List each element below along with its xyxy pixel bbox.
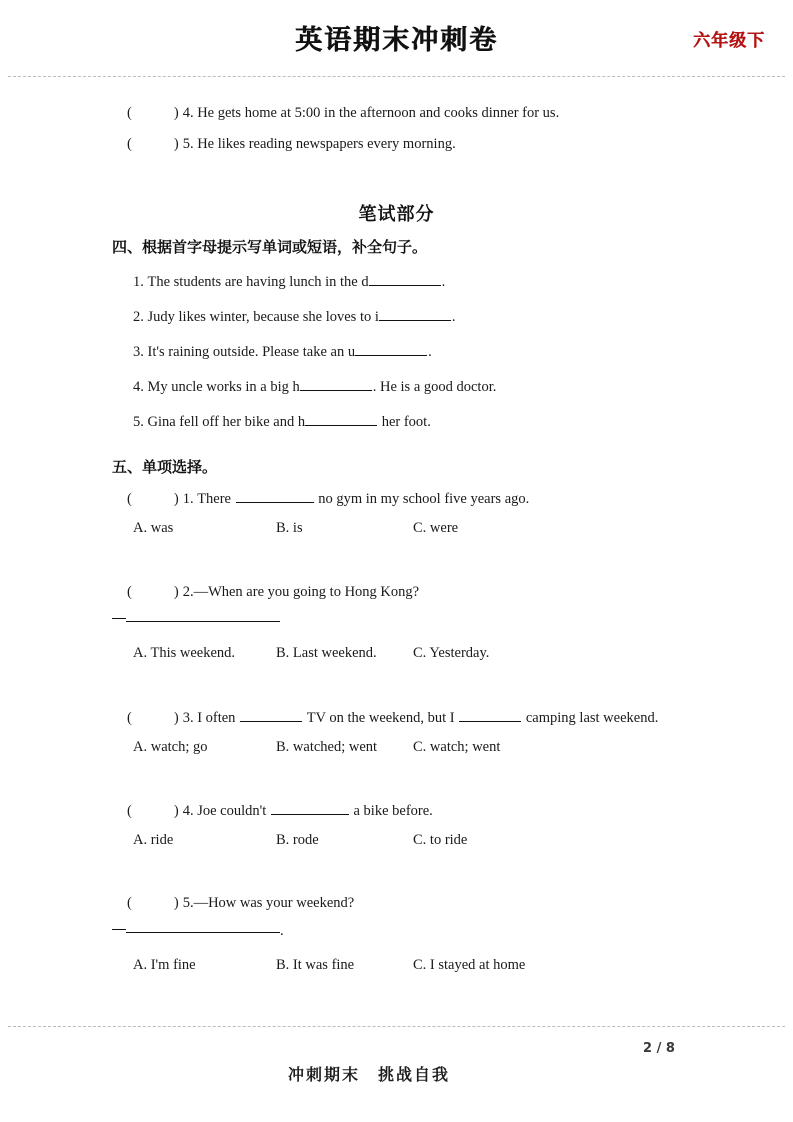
option-a[interactable]: A. This weekend. bbox=[133, 645, 236, 661]
item-text-after: . bbox=[441, 274, 446, 290]
option-c[interactable]: C. watch; went bbox=[413, 739, 501, 755]
choice-question-stem bbox=[127, 801, 433, 820]
answer-blank[interactable] bbox=[300, 377, 372, 391]
stem-before: I often bbox=[197, 710, 236, 726]
bracket-open: ( bbox=[127, 584, 132, 600]
answer-blank[interactable] bbox=[126, 621, 280, 622]
page-header bbox=[0, 0, 793, 76]
item-number: 4. bbox=[182, 105, 194, 121]
item-text-before: Judy likes winter, because she loves to i bbox=[147, 309, 379, 325]
dash-mark bbox=[112, 929, 126, 930]
bracket-close: ) bbox=[173, 895, 179, 911]
bracket-open: ( bbox=[127, 710, 132, 726]
bracket-close: ) bbox=[173, 136, 179, 152]
item-text-after: . He is a good doctor. bbox=[372, 379, 497, 395]
item-number: 1. bbox=[182, 491, 194, 507]
item-text: He likes reading newspapers every morning. bbox=[197, 136, 456, 152]
answer-blank[interactable] bbox=[271, 801, 349, 815]
option-b[interactable]: B. watched; went bbox=[276, 739, 378, 755]
item-text-before: Gina fell off her bike and h bbox=[147, 414, 306, 430]
item-number: 2. bbox=[182, 584, 194, 600]
option-c[interactable]: C. I stayed at home bbox=[413, 957, 526, 973]
bracket-open: ( bbox=[127, 136, 132, 152]
header-divider bbox=[8, 76, 785, 77]
grade-label: 六年级下 bbox=[693, 31, 765, 51]
stem-middle: TV on the weekend, but I bbox=[306, 710, 455, 726]
stem-after: no gym in my school five years ago. bbox=[318, 491, 530, 507]
item-text-after: . bbox=[451, 309, 456, 325]
item-number: 3. bbox=[133, 344, 144, 360]
option-c[interactable]: C. were bbox=[413, 520, 459, 536]
answer-blank[interactable] bbox=[355, 342, 427, 356]
bracket-open: ( bbox=[127, 105, 132, 121]
item-number: 5. bbox=[182, 895, 194, 911]
bracket-close: ) bbox=[173, 584, 179, 600]
answer-response-line[interactable] bbox=[112, 923, 284, 940]
stem-before: —When are you going to Hong Kong? bbox=[193, 584, 420, 600]
item-text-before: It's raining outside. Please take an u bbox=[147, 344, 356, 360]
answer-response-line[interactable] bbox=[112, 612, 280, 629]
bracket-close: ) bbox=[173, 710, 179, 726]
page-title: 英语期末冲刺卷 bbox=[295, 25, 498, 56]
answer-blank[interactable] bbox=[240, 708, 302, 722]
choice-question-stem bbox=[127, 894, 354, 912]
option-b[interactable]: B. is bbox=[276, 520, 303, 536]
option-b[interactable]: B. Last weekend. bbox=[276, 645, 377, 661]
page-number: 2 / 8 bbox=[643, 1041, 675, 1056]
list-item bbox=[127, 104, 559, 122]
fill-blank-item bbox=[133, 377, 496, 396]
answer-blank[interactable] bbox=[369, 272, 441, 286]
answer-blank[interactable] bbox=[459, 708, 521, 722]
stem-before: —How was your weekend? bbox=[193, 895, 355, 911]
item-number: 4. bbox=[133, 379, 144, 395]
option-a[interactable]: A. ride bbox=[133, 832, 174, 848]
choice-question-stem bbox=[127, 708, 658, 727]
option-a[interactable]: A. watch; go bbox=[133, 739, 208, 755]
answer-blank[interactable] bbox=[379, 307, 451, 321]
bracket-close: ) bbox=[173, 803, 179, 819]
fill-blank-item bbox=[133, 412, 431, 431]
item-number: 2. bbox=[133, 309, 144, 325]
option-b[interactable]: B. rode bbox=[276, 832, 319, 848]
item-number: 5. bbox=[182, 136, 194, 152]
item-number: 3. bbox=[182, 710, 194, 726]
option-a[interactable]: A. I'm fine bbox=[133, 957, 196, 973]
option-c[interactable]: C. Yesterday. bbox=[413, 645, 490, 661]
item-text-after: her foot. bbox=[378, 414, 431, 430]
item-text: He gets home at 5:00 in the afternoon and cooks dinner for us. bbox=[197, 105, 560, 121]
dash-mark bbox=[112, 618, 126, 619]
item-text-before: The students are having lunch in the d bbox=[147, 274, 369, 290]
option-a[interactable]: A. was bbox=[133, 520, 174, 536]
item-number: 4. bbox=[182, 803, 194, 819]
item-text-after: . bbox=[428, 344, 432, 360]
bracket-close: ) bbox=[173, 105, 179, 121]
trailing-punctuation: . bbox=[280, 923, 284, 939]
bracket-open: ( bbox=[127, 803, 132, 819]
stem-after: camping last weekend. bbox=[525, 710, 659, 726]
bracket-close: ) bbox=[173, 491, 179, 507]
page-footer bbox=[0, 1026, 793, 1122]
section-four-heading: 四、根据首字母提示写单词或短语，补全句子。 bbox=[112, 238, 428, 256]
bracket-open: ( bbox=[127, 895, 132, 911]
answer-blank[interactable] bbox=[305, 412, 377, 426]
bracket-open: ( bbox=[127, 491, 132, 507]
answer-blank[interactable] bbox=[126, 932, 280, 933]
fill-blank-item bbox=[133, 272, 445, 291]
section-five-heading: 五、单项选择。 bbox=[112, 458, 218, 476]
stem-after: a bike before. bbox=[353, 803, 433, 819]
choice-question-stem bbox=[127, 489, 529, 508]
option-b[interactable]: B. It was fine bbox=[276, 957, 355, 973]
fill-blank-item bbox=[133, 342, 432, 361]
written-part-heading: 笔试部分 bbox=[358, 204, 435, 225]
footer-slogan: 冲刺期末 挑战自我 bbox=[288, 1065, 451, 1084]
choice-question-stem bbox=[127, 583, 419, 601]
list-item bbox=[127, 135, 456, 153]
option-c[interactable]: C. to ride bbox=[413, 832, 468, 848]
fill-blank-item bbox=[133, 307, 456, 326]
item-text-before: My uncle works in a big h bbox=[147, 379, 300, 395]
item-number: 1. bbox=[133, 274, 144, 290]
stem-before: There bbox=[197, 491, 231, 507]
item-number: 5. bbox=[133, 414, 144, 430]
answer-blank[interactable] bbox=[236, 489, 314, 503]
stem-before: Joe couldn't bbox=[197, 803, 267, 819]
